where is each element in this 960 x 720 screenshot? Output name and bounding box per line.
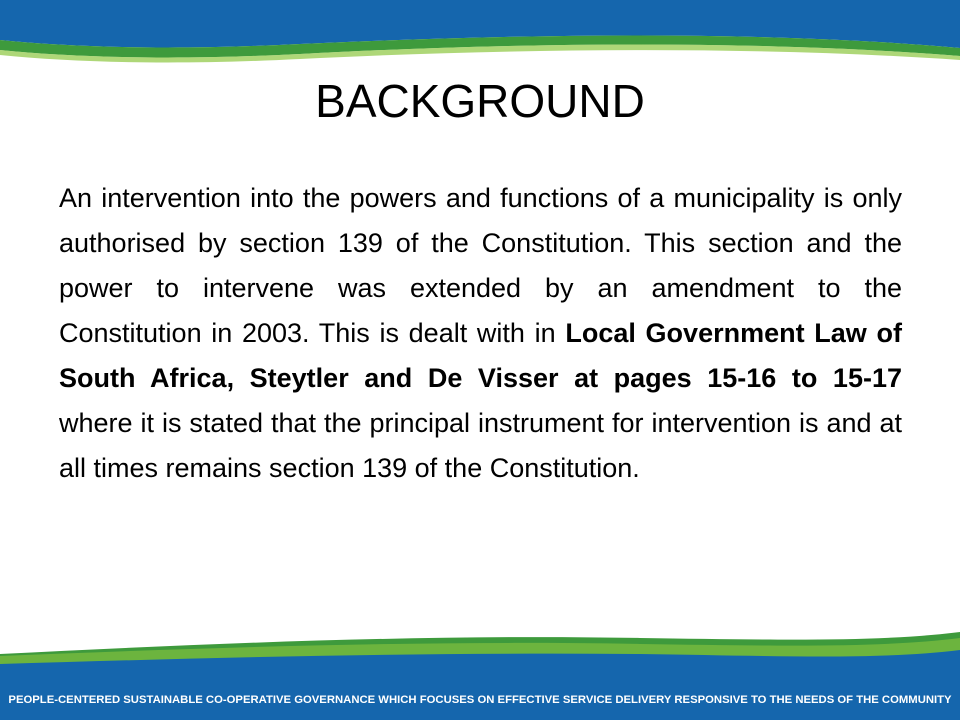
body-text-bold-reference: Local Government Law of South Africa, Steytler and De Visser at pages 15-16 to 15-17 [59,318,902,393]
top-wave-decoration [0,0,960,80]
slide-title: BACKGROUND [315,75,645,127]
footer-slogan: PEOPLE-CENTERED SUSTAINABLE CO-OPERATIVE GOVERNANCE WHICH FOCUSES ON EFFECTIVE SERVICE DELIVERY RESPONSIVE TO THE NEEDS OF THE COMMUNITY [8,694,952,706]
body-paragraph [59,176,902,491]
body-text-conclusion: where it is stated that the principal instrument for intervention is and at all times remains section 139 of the Constitution. [59,408,902,483]
body-text-intro: An intervention into the powers and functions of a municipality is only authorised by section 139 of the Constitution. This section and the power to intervene was extended by an amendment to the Constitution in 2003. This is dealt with in [59,183,902,348]
